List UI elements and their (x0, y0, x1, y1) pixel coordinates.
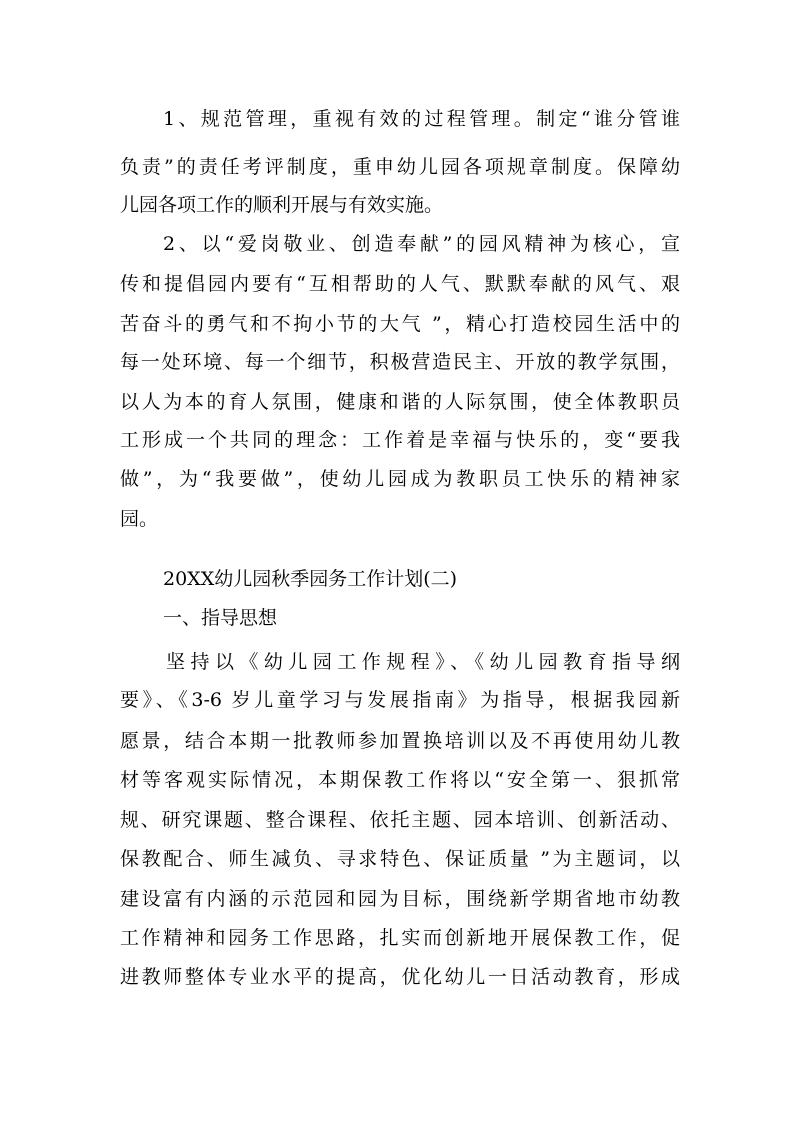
text-line: 传和提倡园内要有“互相帮助的人气、默默奉献的风气、艰 (120, 273, 680, 295)
text-line: 坚持以《幼儿园工作规程》、《幼儿园教育指导纲 (166, 651, 680, 673)
text-line: 愿景，结合本期一批教师参加置换培训以及不再使用幼儿教 (120, 730, 680, 752)
text-line: 要》、《3-6 岁儿童学习与发展指南》为指导，根据我园新 (120, 689, 680, 711)
text-line: 工形成一个共同的理念：工作着是幸福与快乐的，变“要我 (120, 429, 680, 451)
text-line: 园。 (120, 508, 159, 530)
text-line: 进教师整体专业水平的提高，优化幼儿一日活动教育，形成 (120, 966, 680, 988)
text-line: 每一处环境、每一个细节，积极营造民主、开放的教学氛围， (120, 351, 680, 373)
text-line: 保教配合、师生减负、寻求特色、保证质量 ”为主题词，以 (120, 848, 680, 870)
text-line: 以人为本的育人氛围，健康和谐的人际氛围，使全体教职员 (120, 391, 680, 413)
text-line: 1、规范管理，重视有效的过程管理。制定“谁分管谁 (163, 108, 680, 130)
text-line: 2、以“爱岗敬业、创造奉献”的园风精神为核心，宣 (163, 233, 680, 255)
text-line: 规、研究课题、整合课程、依托主题、园本培训、创新活动、 (120, 809, 680, 831)
text-line: 材等客观实际情况，本期保教工作将以“安全第一、狠抓常 (120, 769, 680, 791)
text-line: 儿园各项工作的顺利开展与有效实施。 (120, 194, 444, 216)
text-line: 负责”的责任考评制度，重申幼儿园各项规章制度。保障幼 (120, 156, 680, 178)
text-line: 工作精神和园务工作思路，扎实而创新地开展保教工作，促 (120, 927, 680, 949)
section-title: 20XX幼儿园秋季园务工作计划(二) (163, 568, 458, 590)
text-line: 苦奋斗的勇气和不拘小节的大气 ”，精心打造校园生活中的 (120, 313, 680, 335)
text-line: 做”，为“我要做”，使幼儿园成为教职员工快乐的精神家 (120, 468, 680, 490)
text-line: 建设富有内涵的示范园和园为目标，围绕新学期省地市幼教 (120, 888, 680, 910)
section-heading: 一、指导思想 (163, 607, 278, 629)
